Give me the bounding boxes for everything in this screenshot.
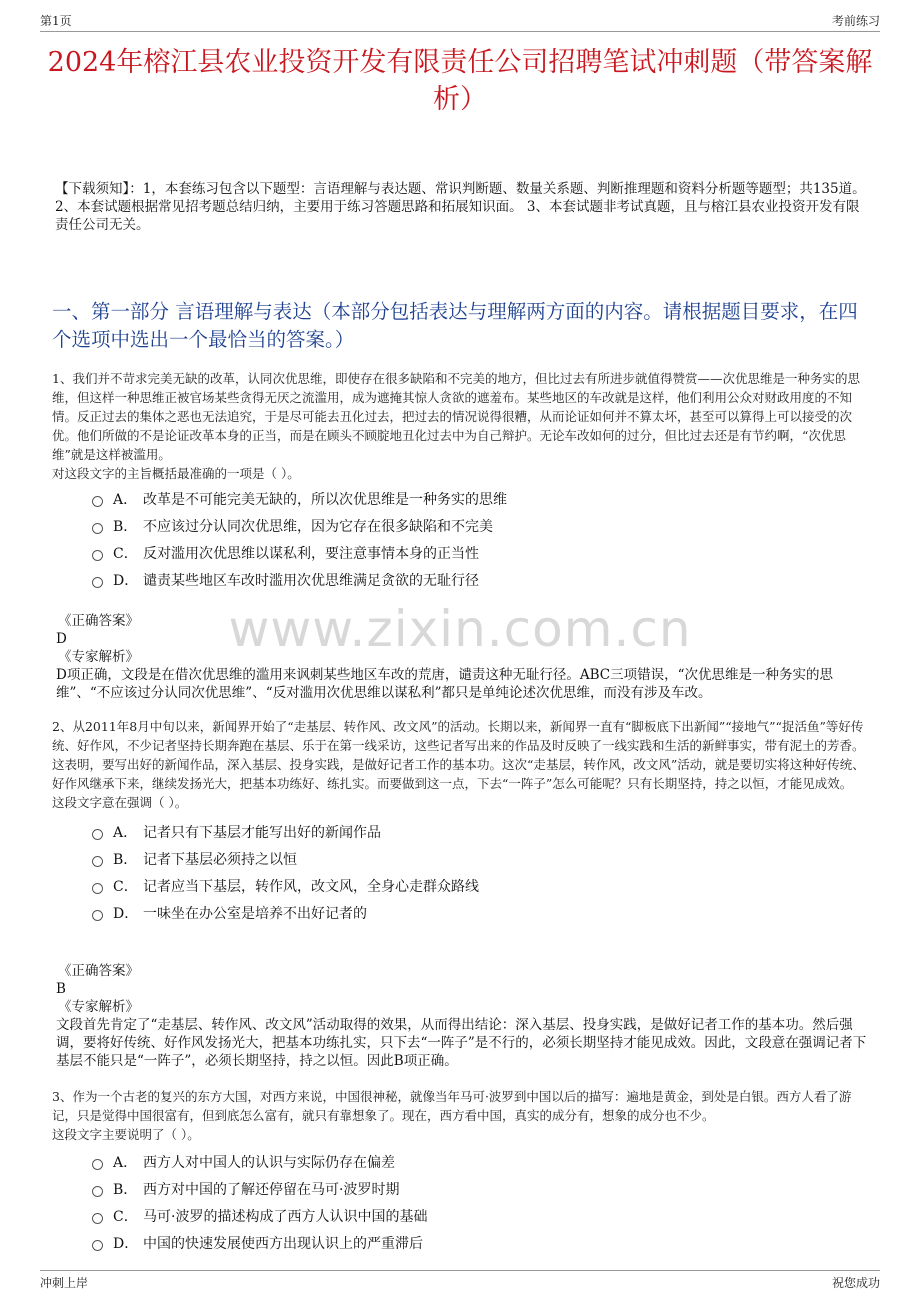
radio-icon[interactable] xyxy=(92,1159,103,1170)
option-b[interactable]: B． 西方对中国的了解还停留在马可·波罗时期 xyxy=(52,1175,868,1202)
option-c[interactable]: C． 反对滥用次优思维以谋私利，要注意事情本身的正当性 xyxy=(52,539,868,566)
option-c[interactable]: C． 马可·波罗的描述构成了西方人认识中国的基础 xyxy=(52,1202,868,1229)
option-d[interactable]: D． 一味坐在办公室是培养不出好记者的 xyxy=(52,899,868,926)
option-a[interactable]: A． 西方人对中国人的认识与实际仍存在偏差 xyxy=(52,1148,868,1175)
radio-icon[interactable] xyxy=(92,1213,103,1224)
options-list xyxy=(52,485,868,593)
question-prompt: 这段文字意在强调（ ）。 xyxy=(52,795,188,810)
page-footer xyxy=(40,1270,880,1290)
question-text: 2、从2011年8月中旬以来，新闻界开始了“走基层、转作风、改文风”的活动。长期以来，新闻界一直有“脚板底下出新闻”“接地气”“捉活鱼”等好传统、好作风，不少记者坚持长期奔跑在基层、乐于在第一线采访，这些记者写出来的作品及时反映了一线实践和生活的新鲜事实，带有泥土的芳香。这表明，要写出好的新闻作品，深入基层、投身实践，是做好记者工作的基本功。这次“走基层，转作风，改文风”活动，就是要切实将这种好传统、好作风继承下来，继续发扬光大，把基本功练好、练扎实。而要做到这一点，下去“一阵子”怎么可能呢？只有长期坚持，持之以恒，才能见成效。 xyxy=(52,719,865,791)
answer-block-2 xyxy=(52,962,868,1070)
radio-icon[interactable] xyxy=(92,829,103,840)
answer-label: 《正确答案》 xyxy=(58,613,139,629)
expert-label: 《专家解析》 xyxy=(58,999,139,1015)
option-b[interactable]: B． 不应该过分认同次优思维，因为它存在很多缺陷和不完美 xyxy=(52,512,868,539)
option-a[interactable]: A． 记者只有下基层才能写出好的新闻作品 xyxy=(52,818,868,845)
document-title: 2024年榕江县农业投资开发有限责任公司招聘笔试冲刺题（带答案解析） xyxy=(47,47,873,115)
page-header xyxy=(40,12,880,32)
option-c[interactable]: C． 记者应当下基层，转作风，改文风，全身心走群众路线 xyxy=(52,872,868,899)
question-prompt: 对这段文字的主旨概括最准确的一项是（ ）。 xyxy=(52,466,300,481)
radio-icon[interactable] xyxy=(92,577,103,588)
radio-icon[interactable] xyxy=(92,496,103,507)
question-prompt: 这段文字主要说明了（ ）。 xyxy=(52,1127,200,1142)
option-a[interactable]: A． 改革是不可能完美无缺的，所以次优思维是一种务实的思维 xyxy=(52,485,868,512)
option-d[interactable]: D． 谴责某些地区车改时滥用次优思维满足贪欲的无耻行径 xyxy=(52,566,868,593)
question-1 xyxy=(52,369,868,593)
option-d[interactable]: D． 中国的快速发展使西方出现认识上的严重滞后 xyxy=(52,1229,868,1256)
answer-block-1 xyxy=(52,612,868,702)
radio-icon[interactable] xyxy=(92,523,103,534)
download-notice: 【下载须知】：1，本套练习包含以下题型：言语理解与表达题、常识判断题、数量关系题、判断推理题和资料分析题等题型；共135道。 2、本套试题根据常见招考题总结归纳，主要用于练习答题思路和拓展知识面。 3、本套试题非考试真题，且与榕江县农业投资开发有限责任公司无关。 xyxy=(55,181,866,233)
question-text: 3、作为一个古老的复兴的东方大国，对西方来说，中国很神秘，就像当年马可·波罗到中国以后的描写：遍地是黄金，到处是白银。西方人看了游记，只是觉得中国很富有，但到底怎么富有，就只有靠想象了。现在，西方看中国，真实的成分有，想象的成分也不少。 xyxy=(52,1089,852,1123)
option-b[interactable]: B． 记者下基层必须持之以恒 xyxy=(52,845,868,872)
radio-icon[interactable] xyxy=(92,1186,103,1197)
options-list xyxy=(52,1148,868,1256)
page-number: 第1页 xyxy=(40,14,72,28)
radio-icon[interactable] xyxy=(92,856,103,867)
radio-icon[interactable] xyxy=(92,883,103,894)
expert-label: 《专家解析》 xyxy=(58,649,139,665)
question-3 xyxy=(52,1087,868,1256)
explanation-text: 文段首先肯定了“走基层、转作风、改文风”活动取得的效果，从而得出结论：深入基层、投身实践，是做好记者工作的基本功。然后强调，要将好传统、好作风发扬光大，把基本功练扎实，只下去“一阵子”是不行的，必须长期坚持才能见成效。因此，文段意在强调记者下基层不能只是“一阵子”，必须长期坚持，持之以恒。因此B项正确。 xyxy=(56,1017,867,1069)
radio-icon[interactable] xyxy=(92,550,103,561)
watermark: www.zixin.com.cn xyxy=(228,600,692,658)
explanation-text: D项正确，文段是在借次优思维的滥用来讽刺某些地区车改的荒唐，谴责这种无耻行径。ABC三项错误，“次优思维是一种务实的思维”、“不应该过分认同次优思维”、“反对滥用次优思维以谋私利”都只是单纯论述次优思维，而没有涉及车改。 xyxy=(56,667,833,701)
answer-value: B xyxy=(56,981,66,997)
header-right-text: 考前练习 xyxy=(831,14,880,28)
options-list xyxy=(52,818,868,926)
radio-icon[interactable] xyxy=(92,1240,103,1251)
footer-right-text: 祝您成功 xyxy=(831,1276,880,1290)
section-heading: 一、第一部分 言语理解与表达（本部分包括表达与理解两方面的内容。请根据题目要求，在四个选项中选出一个最恰当的答案。） xyxy=(52,300,858,351)
question-text: 1、我们并不苛求完美无缺的改革，认同次优思维，即使存在很多缺陷和不完美的地方，但比过去有所进步就值得赞赏——次优思维是一种务实的思维，但这样一种思维正被官场某些贪得无厌之流滥用，成为遮掩其惊人贪欲的遮羞布。某些地区的车改就是这样，他们利用公众对财政用度的不知情。反正过去的集体之恶也无法追究，于是尽可能去丑化过去，把过去的情况说得很糟，从而论证如何并不算太坏，甚至可以算得上可以接受的次优。他们所做的不是论证改革本身的正当，而是在顾头不顾腚地丑化过去中为自己辩护。无论车改如何的过分，但比过去还是有节约啊，“次优思维”就是这样被滥用。 xyxy=(52,371,860,462)
footer-left-text: 冲刺上岸 xyxy=(40,1276,89,1290)
answer-label: 《正确答案》 xyxy=(58,963,139,979)
answer-value: D xyxy=(56,631,67,647)
radio-icon[interactable] xyxy=(92,910,103,921)
question-2 xyxy=(52,717,868,926)
